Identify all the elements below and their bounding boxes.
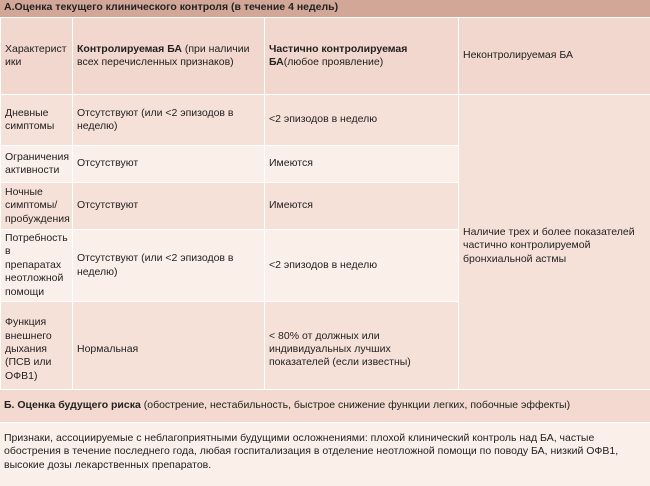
table-header-row [1, 18, 650, 95]
row-controlled: Отсутствуют (или <2 эпизодов в неделю) [73, 95, 265, 146]
row-characteristic: Дневные симптомы [1, 95, 73, 146]
header-characteristics: Характеристики [1, 18, 73, 95]
section-a-title: А.Оценка текущего клинического контроля (в течение 4 недель) [0, 0, 650, 17]
header-uncontrolled: Неконтролируемая БА [459, 18, 650, 95]
row-partial: Имеются [265, 183, 459, 230]
header-controlled [73, 18, 265, 95]
row-characteristic: Функция внешнего дыхания (ПСВ или ОФВ1) [1, 302, 73, 398]
row-characteristic: Ограничения активности [1, 146, 73, 183]
row-controlled: Отсутствуют [73, 146, 265, 183]
header-controlled-rest: (при наличии всех перечисленных признаков) [77, 42, 250, 68]
row-controlled: Нормальная [73, 302, 265, 398]
header-partial-bold: Частично контролируемая БА [269, 42, 408, 68]
row-controlled: Отсутствуют [73, 183, 265, 230]
header-controlled-bold: Контролируемая БА [77, 42, 182, 55]
section-c-text: Признаки, ассоциируемые с неблагоприятными будущими осложнениями: плохой клинический контроль над БА, частые обострения в течение последнего года, любая госпитализация в отделение неотложной помощи по поводу БА, низкий ОФВ1, высокие дозы лекарственных препаратов. [0, 422, 650, 486]
section-b-details: (обострение, нестабильность, быстрое снижение функции легких, побочные эффекты) [140, 399, 571, 412]
row-partial: <2 эпизодов в неделю [265, 95, 459, 146]
row-controlled: Отсутствуют (или <2 эпизодов в неделю) [73, 230, 265, 302]
table-row [1, 95, 650, 146]
row-partial: <2 эпизодов в неделю [265, 230, 459, 302]
row-partial: Имеются [265, 146, 459, 183]
header-partial [265, 18, 459, 95]
row-characteristic: Ночные симптомы/ пробуждения [1, 183, 73, 230]
section-b-title: Б. Оценка будущего риска [4, 399, 141, 412]
row-characteristic: Потребность в препаратах неотложной помощи [1, 230, 73, 302]
uncontrolled-cell: Наличие трех и более показателей частично контролируемой бронхиальной астмы [459, 95, 650, 398]
control-table [0, 17, 650, 398]
header-partial-rest: (любое проявление) [283, 56, 384, 68]
section-b [0, 389, 650, 422]
row-partial: < 80% от должных или индивидуальных лучших показателей (если известны) [265, 302, 459, 398]
